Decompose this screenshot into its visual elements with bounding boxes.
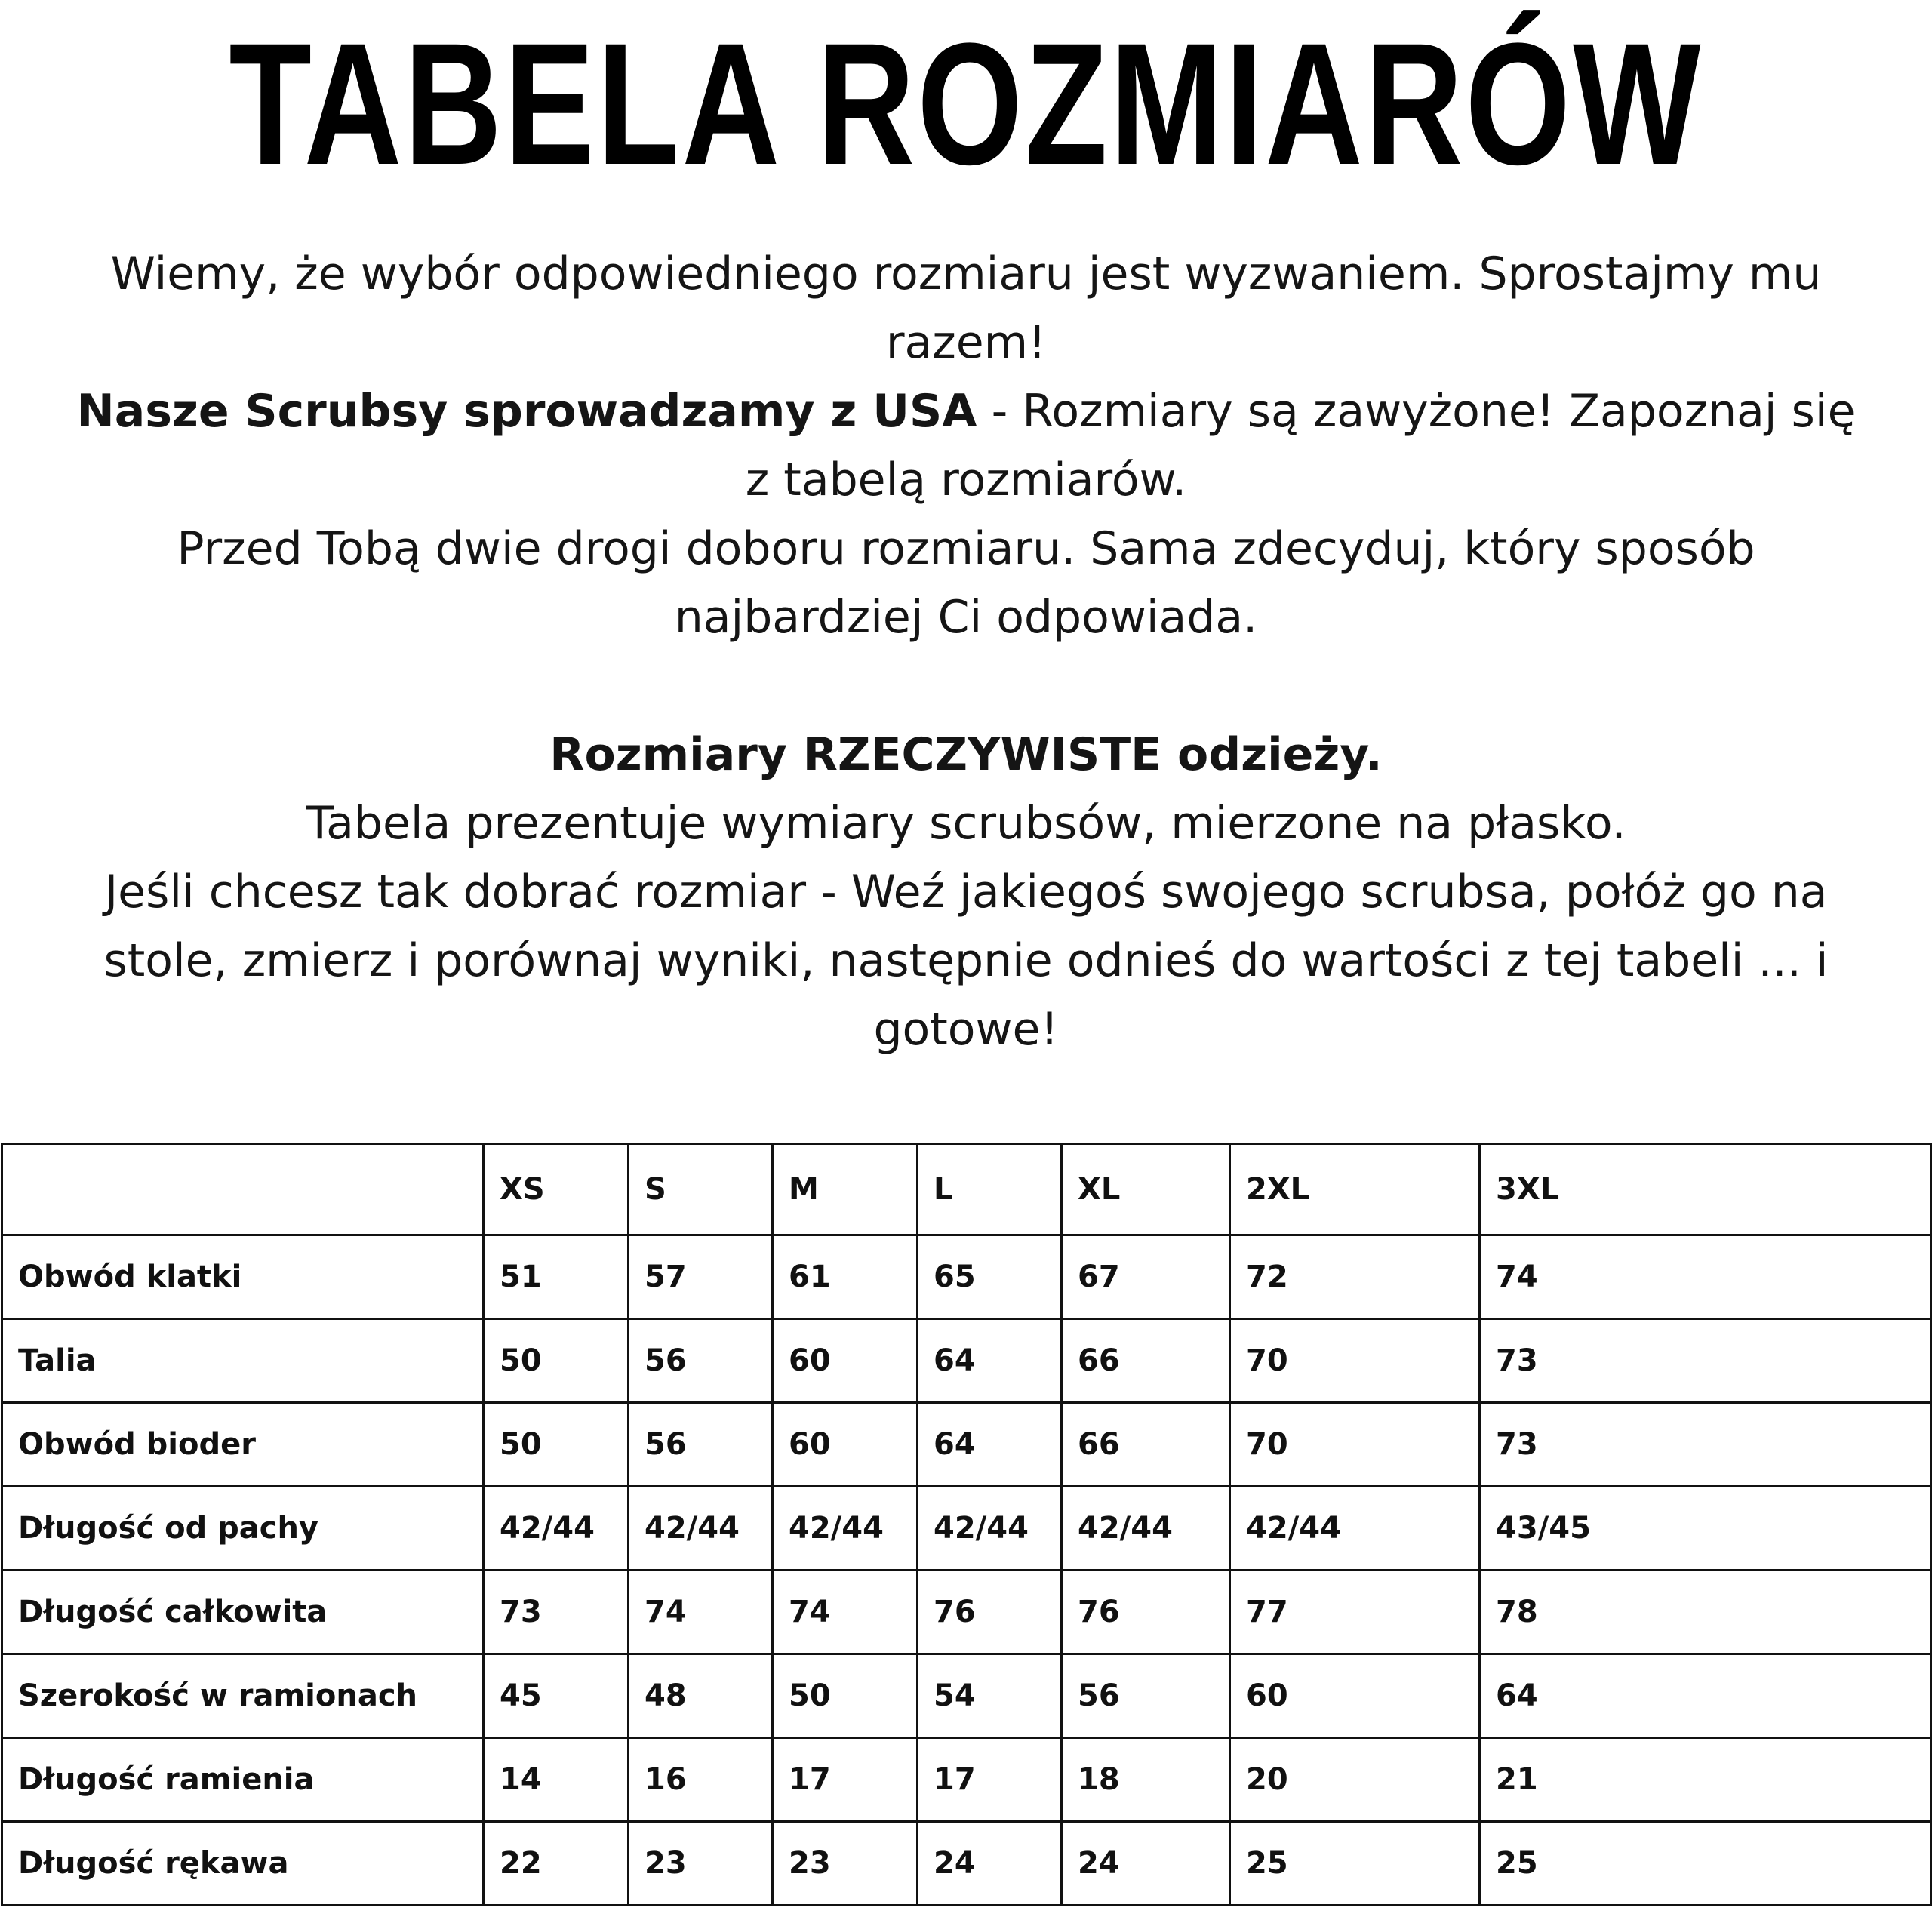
table-cell: 22 <box>484 1822 629 1906</box>
header-size-m: M <box>773 1144 918 1235</box>
header-size-s: S <box>629 1144 773 1235</box>
row-label: Długość od pachy <box>2 1487 484 1571</box>
table-cell: 74 <box>629 1571 773 1654</box>
table-cell: 70 <box>1230 1319 1480 1403</box>
table-cell: 42/44 <box>484 1487 629 1571</box>
header-corner-cell <box>2 1144 484 1235</box>
row-label: Długość ramienia <box>2 1738 484 1822</box>
table-cell: 72 <box>1230 1235 1480 1319</box>
table-cell: 21 <box>1480 1738 1932 1822</box>
table-cell: 76 <box>1062 1571 1230 1654</box>
header-size-l: L <box>918 1144 1062 1235</box>
table-cell: 50 <box>484 1319 629 1403</box>
table-cell: 57 <box>629 1235 773 1319</box>
table-cell: 50 <box>773 1654 918 1738</box>
header-size-xl: XL <box>1062 1144 1230 1235</box>
intro-line-challenge: Wiemy, że wybór odpowiedniego rozmiaru jest wyzwaniem. Sprostajmy mu razem! <box>110 248 1822 369</box>
table-cell: 78 <box>1480 1571 1932 1654</box>
row-label: Szerokość w ramionach <box>2 1654 484 1738</box>
table-cell: 17 <box>918 1738 1062 1822</box>
table-cell: 56 <box>1062 1654 1230 1738</box>
table-cell: 56 <box>629 1403 773 1487</box>
table-row <box>2 1403 1932 1487</box>
intro-line-instructions: Jeśli chcesz tak dobrać rozmiar - Weź jakiegoś swojego scrubsa, połóż go na stole, zmierz i porównaj wyniki, następnie odnieś do wartości z tej tabeli ... i gotowe! <box>103 866 1829 1056</box>
table-row <box>2 1487 1932 1571</box>
table-cell: 54 <box>918 1654 1062 1738</box>
table-row <box>2 1738 1932 1822</box>
row-label: Obwód klatki <box>2 1235 484 1319</box>
intro-usa-bold: Nasze Scrubsy sprowadzamy z USA <box>76 385 977 438</box>
table-cell: 65 <box>918 1235 1062 1319</box>
intro-line-two-ways: Przed Tobą dwie drogi doboru rozmiaru. Sama zdecyduj, który sposób najbardziej Ci odpowiada. <box>177 522 1755 644</box>
table-cell: 60 <box>773 1319 918 1403</box>
table-row <box>2 1822 1932 1906</box>
table-cell: 17 <box>773 1738 918 1822</box>
table-cell: 24 <box>918 1822 1062 1906</box>
table-cell: 42/44 <box>773 1487 918 1571</box>
table-cell: 42/44 <box>1062 1487 1230 1571</box>
header-size-xs: XS <box>484 1144 629 1235</box>
table-cell: 23 <box>773 1822 918 1906</box>
section-heading <box>75 721 1857 789</box>
table-cell: 64 <box>918 1403 1062 1487</box>
table-cell: 73 <box>1480 1319 1932 1403</box>
table-cell: 66 <box>1062 1403 1230 1487</box>
table-cell: 73 <box>484 1571 629 1654</box>
intro-line-usa <box>75 377 1857 515</box>
row-label: Długość całkowita <box>2 1571 484 1654</box>
table-cell: 50 <box>484 1403 629 1487</box>
size-table <box>1 1143 1932 1906</box>
size-table-body <box>2 1144 1932 1906</box>
table-cell: 76 <box>918 1571 1062 1654</box>
row-label: Talia <box>2 1319 484 1403</box>
header-size-2xl: 2XL <box>1230 1144 1480 1235</box>
table-cell: 74 <box>773 1571 918 1654</box>
table-cell: 67 <box>1062 1235 1230 1319</box>
intro-usa-rest: - Rozmiary są zawyżone! Zapoznaj się z tabelą rozmiarów. <box>745 385 1856 506</box>
table-cell: 18 <box>1062 1738 1230 1822</box>
table-cell: 42/44 <box>918 1487 1062 1571</box>
table-cell: 74 <box>1480 1235 1932 1319</box>
page-title: TABELA ROZMIARÓW <box>229 7 1703 201</box>
table-cell: 56 <box>629 1319 773 1403</box>
table-row <box>2 1235 1932 1319</box>
table-row <box>2 1319 1932 1403</box>
table-row <box>2 1571 1932 1654</box>
table-cell: 25 <box>1230 1822 1480 1906</box>
table-cell: 43/45 <box>1480 1487 1932 1571</box>
intro-spacer <box>75 652 1857 721</box>
table-cell: 70 <box>1230 1403 1480 1487</box>
table-cell: 48 <box>629 1654 773 1738</box>
row-label: Obwód bioder <box>2 1403 484 1487</box>
table-cell: 64 <box>1480 1654 1932 1738</box>
header-size-3xl: 3XL <box>1480 1144 1932 1235</box>
table-cell: 77 <box>1230 1571 1480 1654</box>
intro-text <box>75 240 1857 1064</box>
table-cell: 45 <box>484 1654 629 1738</box>
table-cell: 42/44 <box>629 1487 773 1571</box>
table-cell: 60 <box>773 1403 918 1487</box>
table-cell: 25 <box>1480 1822 1932 1906</box>
section-heading-text: Rozmiary RZECZYWISTE odzieży. <box>549 728 1383 781</box>
row-label: Długość rękawa <box>2 1822 484 1906</box>
table-cell: 64 <box>918 1319 1062 1403</box>
intro-line-flat: Tabela prezentuje wymiary scrubsów, mierzone na płasko. <box>306 797 1626 850</box>
table-cell: 66 <box>1062 1319 1230 1403</box>
table-cell: 51 <box>484 1235 629 1319</box>
table-cell: 14 <box>484 1738 629 1822</box>
table-header-row <box>2 1144 1932 1235</box>
table-cell: 73 <box>1480 1403 1932 1487</box>
table-cell: 24 <box>1062 1822 1230 1906</box>
table-cell: 23 <box>629 1822 773 1906</box>
table-cell: 20 <box>1230 1738 1480 1822</box>
table-cell: 60 <box>1230 1654 1480 1738</box>
table-cell: 42/44 <box>1230 1487 1480 1571</box>
table-row <box>2 1654 1932 1738</box>
table-cell: 16 <box>629 1738 773 1822</box>
table-cell: 61 <box>773 1235 918 1319</box>
